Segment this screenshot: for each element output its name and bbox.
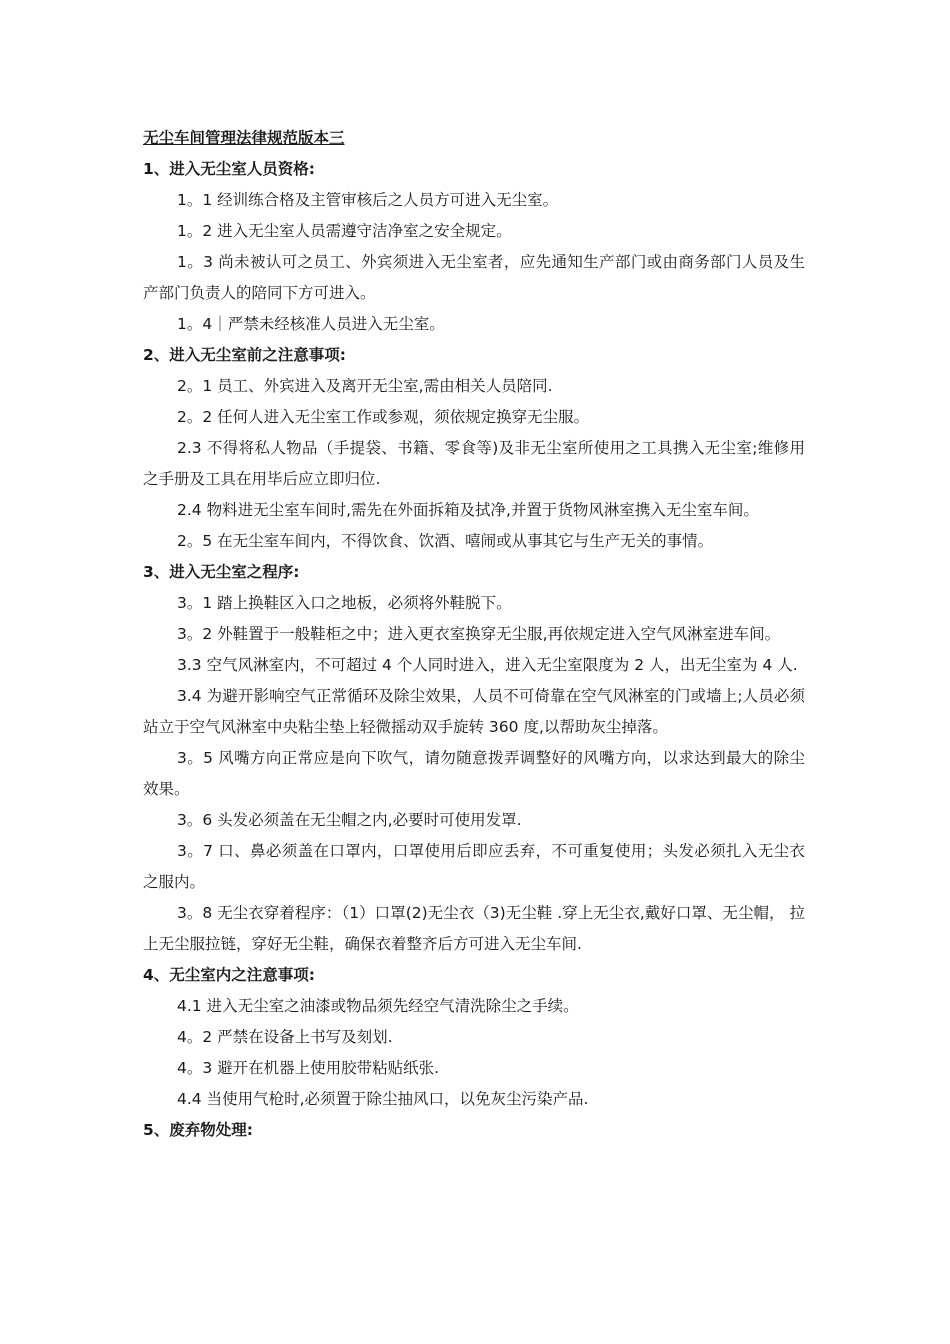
clause-2-3: 2.3 不得将私人物品（手提袋、书籍、零食等)及非无尘室所使用之工具携入无尘室;维修用之手册及工具在用毕后应立即归位. xyxy=(143,439,805,488)
section-heading: 3、进入无尘室之程序: xyxy=(143,563,300,581)
clause-3-4: 3.4 为避开影响空气正常循环及除尘效果，人员不可倚靠在空气风淋室的门或墙上;人员必须站立于空气风淋室中央粘尘垫上轻微摇动双手旋转 360 度,以帮助灰尘掉落。 xyxy=(143,687,805,736)
clause-4-3: 4。3 避开在机器上使用胶带粘贴纸张. xyxy=(177,1059,440,1077)
clause-3-3: 3.3 空气风淋室内，不可超过 4 个人同时进入，进入无尘室限度为 2 人，出无尘室为 4 人. xyxy=(177,656,798,674)
clause-3-2: 3。2 外鞋置于一般鞋柜之中；进入更衣室换穿无尘服,再依规定进入空气风淋室进车间。 xyxy=(177,625,781,643)
section-heading: 1、进入无尘室人员资格: xyxy=(143,160,315,178)
clause-2-5: 2。5 在无尘室车间内，不得饮食、饮酒、嘻闹或从事其它与生产无关的事情。 xyxy=(177,532,714,550)
clause-3-5: 3。5 风嘴方向正常应是向下吹气，请勿随意拨弄调整好的风嘴方向，以求达到最大的除尘效果。 xyxy=(143,749,805,798)
section-3 xyxy=(143,557,805,960)
clause-1-1: 1。1 经训练合格及主管审核后之人员方可进入无尘室。 xyxy=(177,191,559,209)
section-heading: 4、无尘室内之注意事项: xyxy=(143,966,315,984)
section-4 xyxy=(143,960,805,1115)
section-heading: 5、废弃物处理: xyxy=(143,1121,253,1139)
section-heading: 2、进入无尘室前之注意事项: xyxy=(143,346,346,364)
section-1 xyxy=(143,154,805,340)
clause-1-3: 1。3 尚未被认可之员工、外宾须进入无尘室者，应先通知生产部门或由商务部门人员及生产部门负责人的陪同下方可进入。 xyxy=(143,253,805,302)
clause-3-8: 3。8 无尘衣穿着程序：（1）口罩(2)无尘衣（3)无尘鞋 .穿上无尘衣,戴好口罩、无尘帽， 拉上无尘服拉链，穿好无尘鞋，确保衣着整齐后方可进入无尘车间. xyxy=(143,904,805,953)
document-body xyxy=(143,123,805,1146)
clause-2-2: 2。2 任何人进入无尘室工作或参观，须依规定换穿无尘服。 xyxy=(177,408,590,426)
clause-1-2: 1。2 进入无尘室人员需遵守洁净室之安全规定。 xyxy=(177,222,512,240)
clause-2-1: 2。1 员工、外宾进入及离开无尘室,需由相关人员陪同. xyxy=(177,377,553,395)
document-title: 无尘车间管理法律规范版本三 xyxy=(143,129,345,147)
clause-3-1: 3。1 踏上换鞋区入口之地板，必须将外鞋脱下。 xyxy=(177,594,512,612)
clause-4-2: 4。2 严禁在设备上书写及刻划. xyxy=(177,1028,393,1046)
clause-2-4: 2.4 物料进无尘室车间时,需先在外面拆箱及拭净,并置于货物风淋室携入无尘室车间。 xyxy=(177,501,759,519)
clause-3-6: 3。6 头发必须盖在无尘帽之内,必要时可使用发罩. xyxy=(177,811,522,829)
section-2 xyxy=(143,340,805,557)
clause-4-4: 4.4 当使用气枪时,必须置于除尘抽风口，以免灰尘污染产品. xyxy=(177,1090,589,1108)
clause-3-7: 3。7 口、鼻必须盖在口罩内，口罩使用后即应丢弃，不可重复使用；头发必须扎入无尘衣之服内。 xyxy=(143,842,805,891)
clause-4-1: 4.1 进入无尘室之油漆或物品须先经空气清洗除尘之手续。 xyxy=(177,997,579,1015)
clause-1-4: 1。4｜严禁未经核准人员进入无尘室。 xyxy=(177,315,445,333)
section-5 xyxy=(143,1115,805,1146)
